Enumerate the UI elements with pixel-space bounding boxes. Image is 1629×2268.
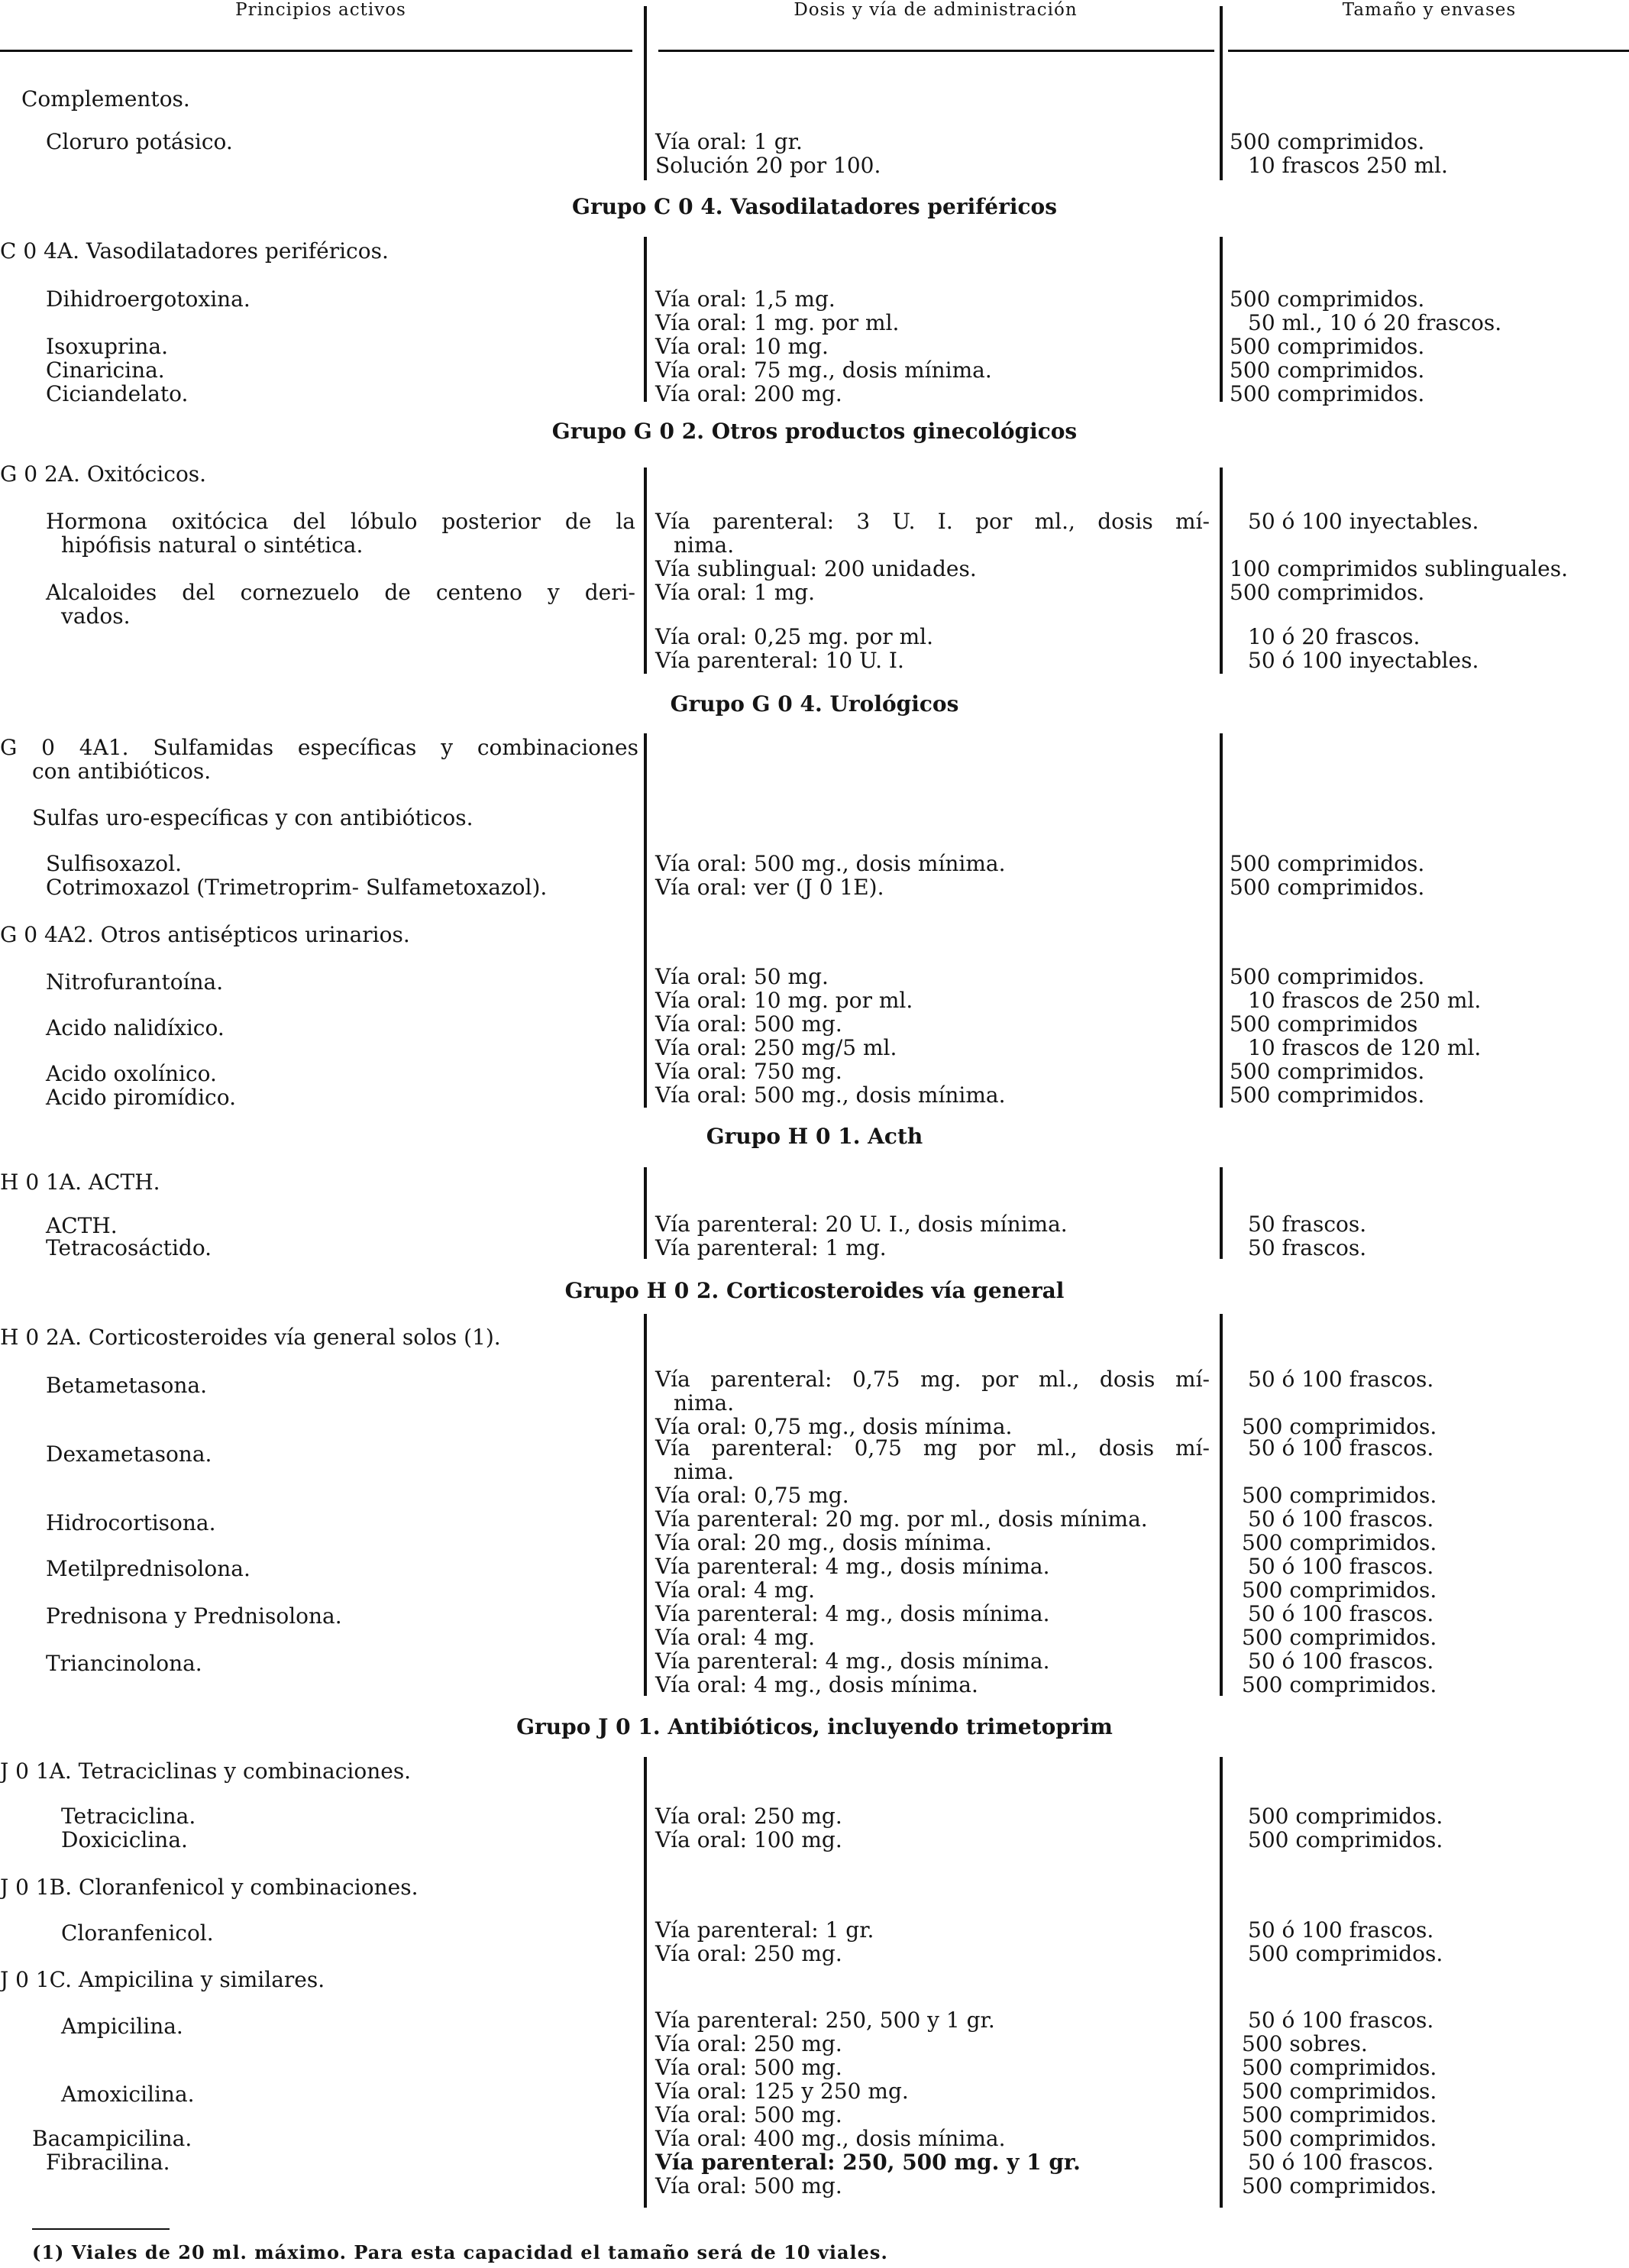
dose-text: Vía sublingual: 200 unidades. — [655, 556, 977, 581]
drug-name: Betametasona. — [46, 1373, 208, 1398]
pack-text: 500 comprimidos. — [1248, 1827, 1443, 1852]
dose-text: Vía oral: 400 mg., dosis mínima. — [655, 2126, 1006, 2151]
subgroup-title: H 0 2A. Corticosteroides vía general solos (1). — [0, 1325, 501, 1350]
drug-name: Tetracosáctido. — [46, 1235, 212, 1260]
dose-text: Vía oral: 10 mg. — [655, 334, 829, 359]
subgroup-title: J 0 1B. Cloranfenicol y combinaciones. — [0, 1875, 419, 1900]
dose-text: Vía oral: 200 mg. — [655, 381, 842, 406]
dose-text: Vía oral: 125 y 250 mg. — [655, 2079, 909, 2104]
dose-text: Vía parenteral: 0,75 mg. por ml., dosis mí- — [655, 1367, 1210, 1392]
drug-name: Isoxuprina. — [46, 334, 169, 359]
pack-text: 500 comprimidos. — [1248, 1941, 1443, 1966]
drug-name: Ciciandelato. — [46, 381, 189, 406]
pack-text: 500 comprimidos. — [1242, 1577, 1437, 1603]
pack-text: 500 comprimidos. — [1230, 1059, 1425, 1084]
dose-text: Vía oral: 500 mg. — [655, 1011, 842, 1037]
group-heading: Grupo H 0 2. Corticosteroides vía general — [564, 1278, 1065, 1303]
dose-text: Vía oral: 10 mg. por ml. — [655, 988, 913, 1013]
pack-text: 500 comprimidos. — [1230, 358, 1425, 383]
header-rule-1 — [0, 50, 632, 52]
pack-text: 500 comprimidos. — [1242, 2126, 1437, 2151]
subgroup-title: H 0 1A. ACTH. — [0, 1170, 160, 1195]
pack-text: 500 comprimidos. — [1242, 1625, 1437, 1650]
drug-name: ACTH. — [46, 1213, 118, 1238]
dose-text: Vía parenteral: 1 gr. — [655, 1917, 874, 1943]
drug-name: Acido piromídico. — [46, 1085, 236, 1110]
dose-text: Vía oral: 1 mg. — [655, 580, 816, 605]
drug-name: Bacampicilina. — [32, 2126, 192, 2151]
subgroup-title: C 0 4A. Vasodilatadores periféricos. — [0, 238, 389, 264]
dose-text: Vía parenteral: 4 mg., dosis mínima. — [655, 1554, 1050, 1579]
pack-text: 500 comprimidos. — [1242, 2055, 1437, 2080]
pack-text: 500 comprimidos. — [1242, 1530, 1437, 1555]
pack-text: 50 frascos. — [1248, 1212, 1367, 1237]
drug-name: Nitrofurantoína. — [46, 969, 224, 995]
pack-text: 500 comprimidos. — [1230, 334, 1425, 359]
drug-name: Metilprednisolona. — [46, 1556, 250, 1581]
footnote: (1) Viales de 20 ml. máximo. Para esta capacidad el tamaño será de 10 viales. — [32, 2241, 888, 2263]
subgroup-title: G 0 2A. Oxitócicos. — [0, 461, 207, 487]
footnote-rule — [32, 2228, 170, 2230]
drug-name: Tetraciclina. — [61, 1804, 196, 1829]
pack-text: 50 ó 100 frascos. — [1248, 1506, 1434, 1532]
dose-text: Vía parenteral: 250, 500 y 1 gr. — [655, 2008, 995, 2033]
dose-text: Vía parenteral: 3 U. I. por ml., dosis mí- — [655, 509, 1210, 534]
dose-text: Vía oral: 250 mg. — [655, 1941, 842, 1966]
column-divider — [1220, 733, 1223, 1108]
dose-text: Vía oral: 250 mg. — [655, 1804, 842, 1829]
column-divider — [644, 468, 647, 674]
drug-name: Cloranfenicol. — [61, 1920, 214, 1946]
column-divider — [1220, 1757, 1223, 2208]
column-divider — [1220, 1167, 1223, 1259]
drug-name: Triancinolona. — [46, 1651, 202, 1676]
dose-text: Vía parenteral: 10 U. I. — [655, 648, 904, 673]
pack-text: 500 comprimidos. — [1242, 1672, 1437, 1697]
dose-text: Vía parenteral: 250, 500 mg. y 1 gr. — [655, 2150, 1081, 2175]
drug-name: Fibracilina. — [46, 2150, 170, 2175]
subgroup-title: G 0 4A1. Sulfamidas específicas y combinaciones — [0, 735, 638, 760]
group-heading: Grupo G 0 2. Otros productos ginecológicos — [551, 419, 1078, 444]
pack-text: 50 frascos. — [1248, 1235, 1367, 1260]
drug-name: Alcaloides del cornezuelo de centeno y deri- — [46, 580, 635, 605]
pack-text: 500 comprimidos. — [1242, 1483, 1437, 1508]
dose-text: nima. — [674, 1459, 735, 1484]
dose-text: Vía oral: 4 mg., dosis mínima. — [655, 1672, 978, 1697]
pack-text: 50 ó 100 frascos. — [1248, 2150, 1434, 2175]
drug-name: Hormona oxitócica del lóbulo posterior de la — [46, 509, 635, 534]
column-divider — [644, 1757, 647, 2208]
column-divider — [644, 733, 647, 1108]
dose-text: Vía oral: 0,75 mg., dosis mínima. — [655, 1414, 1013, 1439]
pack-text: 50 ó 100 frascos. — [1248, 1601, 1434, 1626]
subgroup-item: Sulfas uro-específicas y con antibióticos. — [32, 805, 474, 830]
subgroup-title-continued: con antibióticos. — [32, 759, 212, 784]
pack-text: 500 comprimidos. — [1230, 1082, 1425, 1108]
dose-text: Vía oral: 500 mg. — [655, 2055, 842, 2080]
group-heading: Grupo J 0 1. Antibióticos, incluyendo trimetoprim — [516, 1714, 1113, 1739]
pack-text: 50 ó 100 inyectables. — [1248, 648, 1479, 673]
dose-text: Vía oral: 4 mg. — [655, 1577, 816, 1603]
dose-text: Solución 20 por 100. — [655, 153, 881, 178]
pack-text: 500 comprimidos. — [1242, 2102, 1437, 2127]
pack-text: 500 comprimidos. — [1230, 580, 1425, 605]
drug-name: Dihidroergotoxina. — [46, 286, 250, 312]
subgroup-title: J 0 1C. Ampicilina y similares. — [0, 1967, 325, 1992]
dose-text: nima. — [674, 532, 735, 558]
drug-name: Sulfisoxazol. — [46, 851, 183, 876]
header-tamano-envases: Tamaño y envases — [1342, 0, 1517, 20]
pack-text: 500 comprimidos. — [1230, 875, 1425, 900]
dose-text: Vía oral: 75 mg., dosis mínima. — [655, 358, 992, 383]
section-title: Complementos. — [21, 86, 190, 112]
drug-name: Cinaricina. — [46, 358, 165, 383]
dose-text: Vía oral: 1 mg. por ml. — [655, 310, 900, 335]
drug-name: Acido nalidíxico. — [46, 1015, 225, 1040]
column-divider — [644, 1167, 647, 1259]
column-divider — [1220, 468, 1223, 674]
drug-name-continued: hipófisis natural o sintética. — [61, 532, 364, 558]
header-rule-2 — [658, 50, 1214, 52]
pack-text: 500 comprimidos. — [1230, 129, 1425, 154]
pack-text: 50 ó 100 frascos. — [1248, 1648, 1434, 1674]
dose-text: Vía parenteral: 20 mg. por ml., dosis mínima. — [655, 1506, 1148, 1532]
column-divider — [1220, 1314, 1223, 1696]
pack-text: 500 sobres. — [1242, 2031, 1368, 2056]
dose-text: Vía oral: 750 mg. — [655, 1059, 842, 1084]
column-divider — [644, 237, 647, 402]
header-dosis-via: Dosis y vía de administración — [793, 0, 1078, 20]
drug-name: Prednisona y Prednisolona. — [46, 1603, 342, 1629]
pack-text: 10 frascos de 120 ml. — [1248, 1035, 1482, 1060]
pack-text: 500 comprimidos. — [1248, 1804, 1443, 1829]
dose-text: Vía oral: 0,75 mg. — [655, 1483, 849, 1508]
dose-text: Vía oral: 500 mg., dosis mínima. — [655, 851, 1006, 876]
pack-text: 10 ó 20 frascos. — [1248, 624, 1421, 649]
header-rule-3 — [1228, 50, 1629, 52]
dose-text: Vía oral: 1,5 mg. — [655, 286, 836, 312]
dose-text: Vía oral: 250 mg. — [655, 2031, 842, 2056]
pack-text: 10 frascos de 250 ml. — [1248, 988, 1482, 1013]
header-principios-activos: Principios activos — [235, 0, 406, 20]
drug-name: Cotrimoxazol (Trimetroprim- Sulfametoxazol). — [46, 875, 548, 900]
dose-text: Vía oral: 250 mg/5 ml. — [655, 1035, 897, 1060]
pack-text: 50 ó 100 frascos. — [1248, 1435, 1434, 1461]
pack-text: 10 frascos 250 ml. — [1248, 153, 1448, 178]
dose-text: Vía oral: 500 mg. — [655, 2173, 842, 2198]
group-heading: Grupo G 0 4. Urológicos — [670, 691, 959, 717]
pack-text: 50 ó 100 frascos. — [1248, 1917, 1434, 1943]
group-heading: Grupo C 0 4. Vasodilatadores periféricos — [572, 194, 1057, 219]
drug-name: Doxiciclina. — [61, 1827, 188, 1852]
column-divider — [1220, 237, 1223, 402]
dose-text: Vía oral: 50 mg. — [655, 964, 829, 989]
dose-text: Vía parenteral: 4 mg., dosis mínima. — [655, 1601, 1050, 1626]
pack-text: 50 ó 100 frascos. — [1248, 1367, 1434, 1392]
dose-text: Vía parenteral: 0,75 mg por ml., dosis mí- — [655, 1435, 1210, 1461]
dose-text: Vía oral: 500 mg. — [655, 2102, 842, 2127]
drug-name: Ampicilina. — [61, 2014, 183, 2039]
pack-text: 500 comprimidos. — [1230, 286, 1425, 312]
drug-name: Hidrocortisona. — [46, 1510, 216, 1535]
dose-text: Vía oral: 20 mg., dosis mínima. — [655, 1530, 992, 1555]
subgroup-title: G 0 4A2. Otros antisépticos urinarios. — [0, 922, 410, 947]
drug-name: Dexametasona. — [46, 1441, 212, 1467]
drug-name: Cloruro potásico. — [46, 129, 233, 154]
drug-name-continued: vados. — [61, 603, 131, 629]
dose-text: Vía oral: 500 mg., dosis mínima. — [655, 1082, 1006, 1108]
pack-text: 100 comprimidos sublinguales. — [1230, 556, 1568, 581]
group-heading: Grupo H 0 1. Acth — [706, 1124, 923, 1149]
dose-text: nima. — [674, 1390, 735, 1415]
drug-name: Acido oxolínico. — [46, 1061, 217, 1086]
pack-text: 50 ó 100 inyectables. — [1248, 509, 1479, 534]
dose-text: Vía parenteral: 4 mg., dosis mínima. — [655, 1648, 1050, 1674]
pack-text: 500 comprimidos. — [1230, 964, 1425, 989]
pack-text: 500 comprimidos. — [1242, 2079, 1437, 2104]
drug-name: Amoxicilina. — [61, 2082, 195, 2107]
dose-text: Vía parenteral: 1 mg. — [655, 1235, 887, 1260]
pack-text: 500 comprimidos — [1230, 1011, 1418, 1037]
pack-text: 500 comprimidos. — [1230, 851, 1425, 876]
pack-text: 500 comprimidos. — [1242, 2173, 1437, 2198]
pack-text: 500 comprimidos. — [1242, 1414, 1437, 1439]
dose-text: Vía oral: 4 mg. — [655, 1625, 816, 1650]
subgroup-title: J 0 1A. Tetraciclinas y combinaciones. — [0, 1758, 412, 1784]
dose-text: Vía oral: ver (J 0 1E). — [655, 875, 884, 900]
dose-text: Vía oral: 100 mg. — [655, 1827, 842, 1852]
pack-text: 50 ó 100 frascos. — [1248, 1554, 1434, 1579]
dose-text: Vía parenteral: 20 U. I., dosis mínima. — [655, 1212, 1068, 1237]
pack-text: 50 ó 100 frascos. — [1248, 2008, 1434, 2033]
dose-text: Vía oral: 1 gr. — [655, 129, 803, 154]
dose-text: Vía oral: 0,25 mg. por ml. — [655, 624, 933, 649]
pack-text: 500 comprimidos. — [1230, 381, 1425, 406]
column-divider — [1220, 6, 1223, 180]
column-divider — [644, 1314, 647, 1696]
pack-text: 50 ml., 10 ó 20 frascos. — [1248, 310, 1502, 335]
column-divider — [644, 6, 647, 180]
